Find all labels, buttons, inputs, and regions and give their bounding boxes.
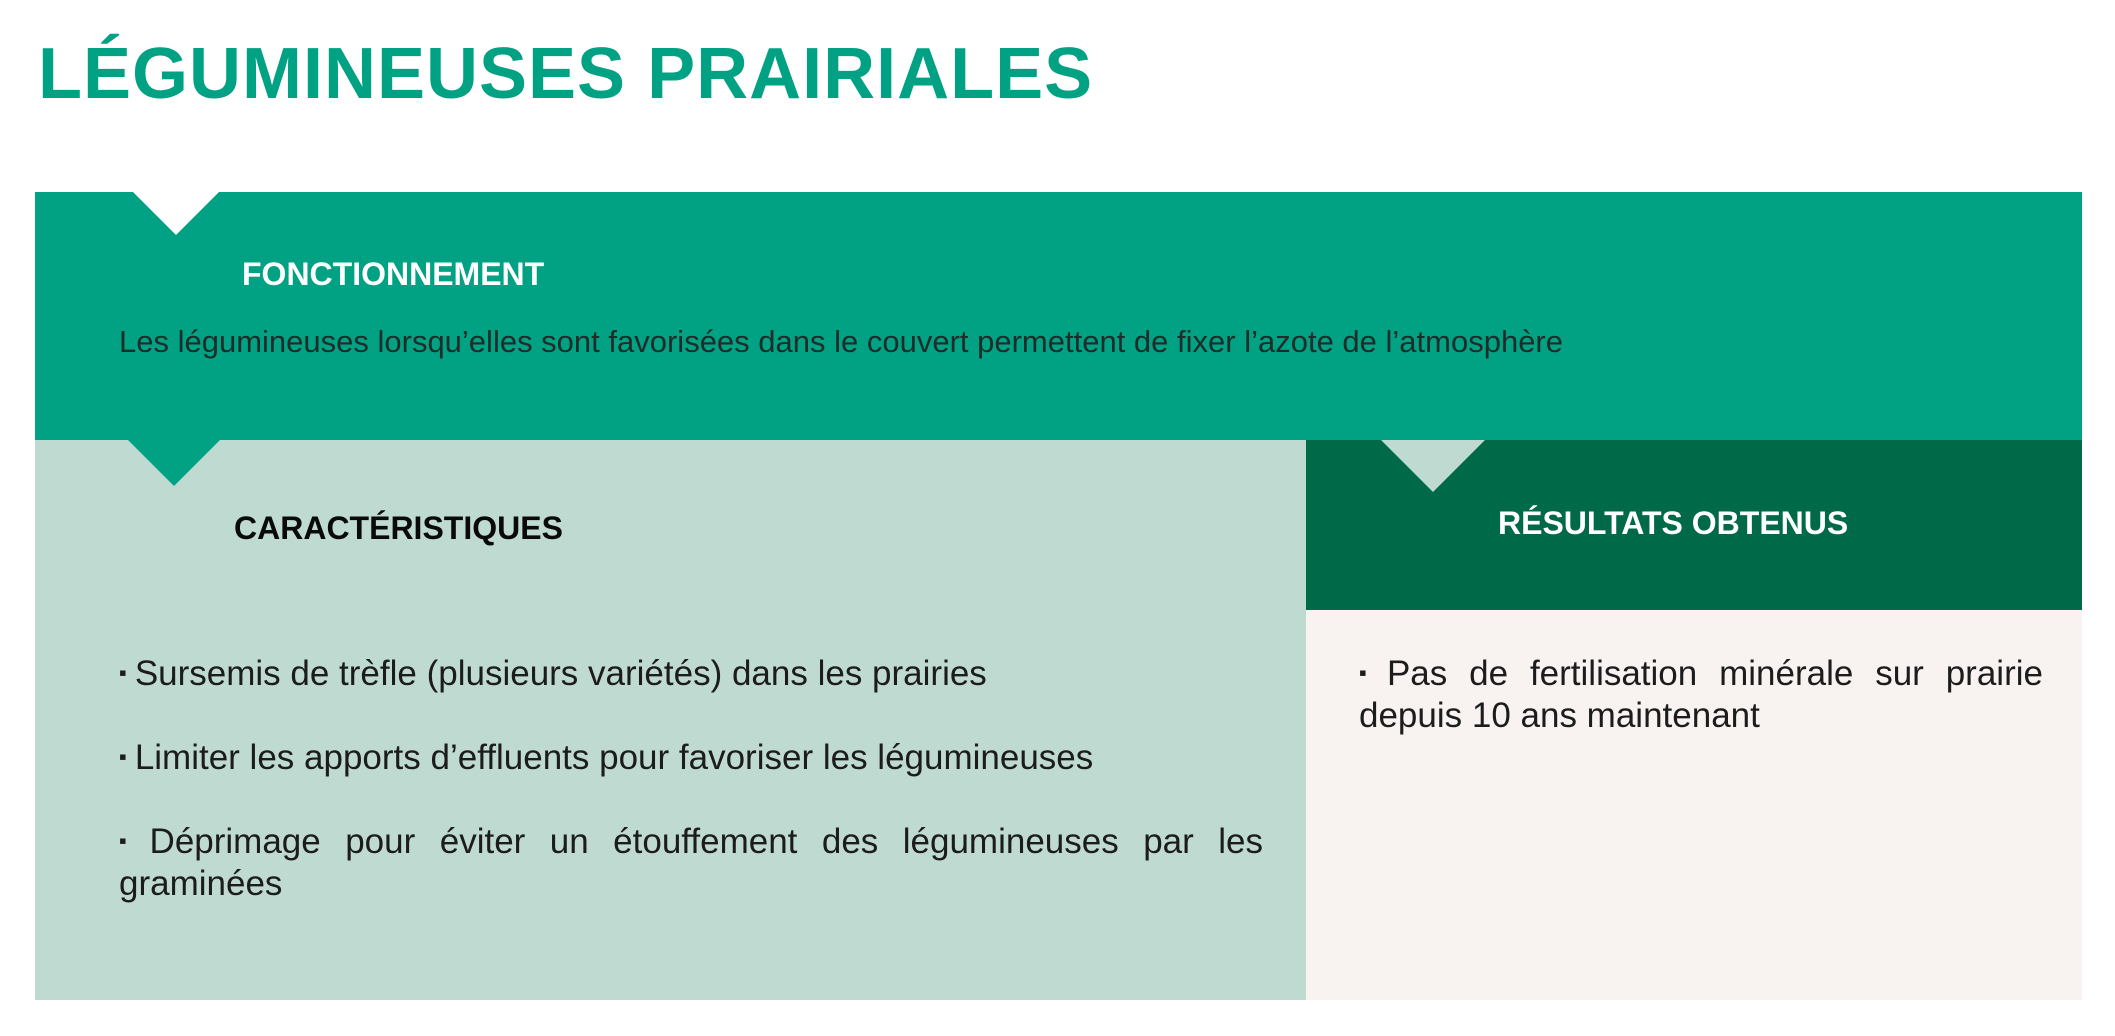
list-item [119, 652, 1263, 695]
list-item-text: Limiter les apports d’effluents pour favoriser les légumineuses [134, 738, 1094, 777]
list-item [119, 820, 1263, 905]
resultats-list [1359, 652, 2043, 778]
caracteristiques-list [119, 652, 1263, 946]
fonctionnement-notch [133, 192, 219, 235]
bullet-icon: ▪ [119, 828, 142, 853]
fonctionnement-heading: FONCTIONNEMENT [242, 256, 545, 292]
list-item [119, 736, 1263, 779]
caracteristiques-notch [128, 440, 220, 486]
fonctionnement-panel [35, 192, 2082, 440]
list-item-text: Déprimage pour éviter un étouffement des légumineuses par les graminées [119, 822, 1263, 903]
bullet-icon: ▪ [119, 744, 127, 769]
resultats-heading: RÉSULTATS OBTENUS [1498, 505, 1849, 541]
bullet-icon: ▪ [119, 660, 127, 685]
list-item-text: Pas de fertilisation minérale sur prairie depuis 10 ans maintenant [1359, 654, 2043, 735]
page-title: LÉGUMINEUSES PRAIRIALES [38, 34, 1094, 114]
fonctionnement-description: Les légumineuses lorsqu’elles sont favorisées dans le couvert permettent de fixer l’azote de l’atmosphère [119, 324, 1563, 359]
list-item [1359, 652, 2043, 737]
list-item-text: Sursemis de trèfle (plusieurs variétés) dans les prairies [134, 654, 987, 693]
caracteristiques-heading: CARACTÉRISTIQUES [234, 510, 563, 546]
bullet-icon: ▪ [1359, 660, 1379, 685]
resultats-notch [1381, 440, 1485, 492]
